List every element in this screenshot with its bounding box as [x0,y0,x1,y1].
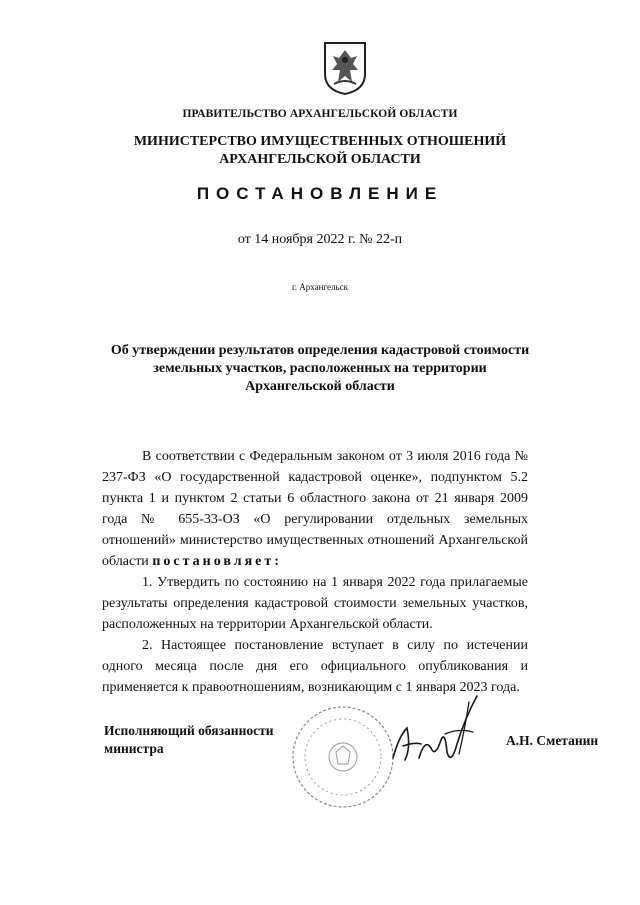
subject-line-3: Архангельской области [245,379,395,394]
signatory-role [104,722,274,758]
handwritten-signature [385,688,495,778]
coat-of-arms-emblem [322,40,368,96]
document-subject [0,342,640,396]
signatory-name: А.Н. Сметанин [506,733,599,748]
signatory-role-line-1: Исполняющий обязанности [104,723,274,738]
ministry-title-line-1: МИНИСТЕРСТВО ИМУЩЕСТВЕННЫХ ОТНОШЕНИЙ [133,134,507,149]
item-1-paragraph: 1. Утвердить по состоянию на 1 января 2022 года прилагаемые результаты определения кадастровой стоимости земельных участков, расположенных на территории Архангельской области. [102,575,528,632]
government-title: ПРАВИТЕЛЬСТВО АРХАНГЕЛЬСКОЙ ОБЛАСТИ [182,108,458,120]
document-date-number: от 14 ноября 2022 г. № 22-п [237,232,403,247]
preamble-paragraph [102,446,528,572]
item-2-paragraph: 2. Настоящее постановление вступает в силу по истечении одного месяца после дня его официального опубликования и применяется к правоотношениям, возникающим с 1 января 2023 года. [102,638,528,695]
decree-word: постановляет: [152,554,282,569]
subject-line-2: земельных участков, расположенных на территории [153,361,487,376]
ministry-title-line-2: АРХАНГЕЛЬСКОЙ ОБЛАСТИ [219,152,421,167]
document-body [102,446,528,698]
subject-line-1: Об утверждении результатов определения кадастровой стоимости [110,343,530,358]
ministry-title [0,133,640,169]
official-stamp [288,702,398,812]
signatory-role-line-2: министра [104,741,164,756]
document-city: г. Архангельск [292,282,348,292]
preamble-text: В соответствии с Федеральным законом от 3 июля 2016 года № 237-ФЗ «О государственной кадастровой оценке», подпунктом 5.2 пункта 1 и пунктом 2 статьи 6 областного закона от 21 января 2009 года № 655-33-ОЗ «О регулировании отдельных земельных отношений» министерство имущественных отношений Архангельской области [102,449,528,569]
document-type-heading: ПОСТАНОВЛЕНИЕ [196,184,444,203]
